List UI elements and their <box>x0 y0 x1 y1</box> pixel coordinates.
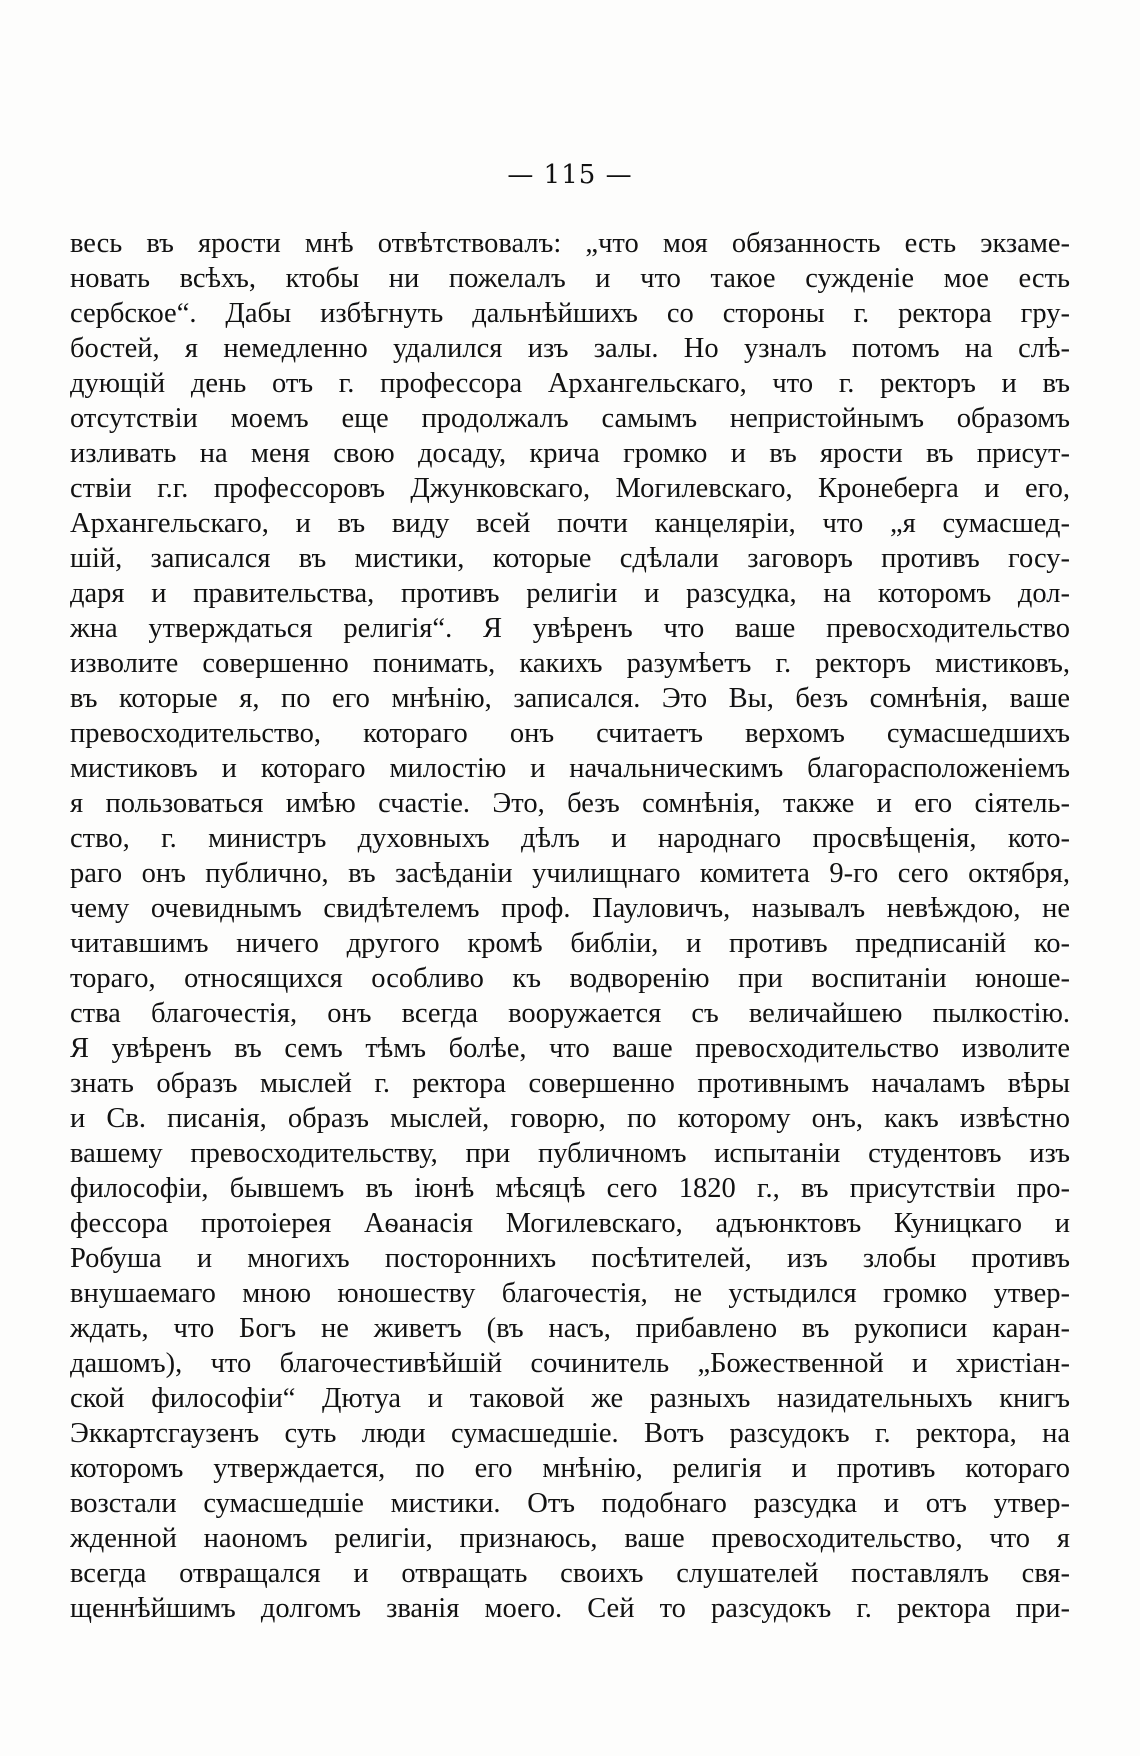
text-line: ства благочестія, онъ всегда вооружается съ величайшею пылкостію. <box>70 998 1070 1029</box>
text-line: фессора протоіерея Аѳанасія Могилевскаго, адъюнктовъ Куницкаго и <box>70 1208 1070 1239</box>
text-line: Робуша и многихъ постороннихъ посѣтителей, изъ злобы противъ <box>70 1243 1070 1274</box>
text-line: изволите совершенно понимать, какихъ разумѣетъ г. ректоръ мистиковъ, <box>70 648 1070 679</box>
text-line: вашему превосходительству, при публичномъ испытаніи студентовъ изъ <box>70 1138 1070 1169</box>
text-line: новать всѣхъ, ктобы ни пожелалъ и что такое сужденіе мое есть <box>70 263 1070 294</box>
text-line: мистиковъ и котораго милостію и начальническимъ благорасположеніемъ <box>70 753 1070 784</box>
text-line: ской философіи“ Дютуа и таковой же разныхъ назидательныхъ книгъ <box>70 1383 1070 1414</box>
text-line: Архангельскаго, и въ виду всей почти канцеляріи, что „я сумасшед- <box>70 508 1070 539</box>
text-line: философіи, бывшемъ въ іюнѣ мѣсяцѣ сего 1820 г., въ присутствіи про- <box>70 1173 1070 1204</box>
text-line: сербское“. Дабы избѣгнуть дальнѣйшихъ со стороны г. ректора гру- <box>70 298 1070 329</box>
text-line: чему очевиднымъ свидѣтелемъ проф. Пауловичъ, называлъ невѣждою, не <box>70 893 1070 924</box>
text-line: весь въ ярости мнѣ отвѣтствовалъ: „что моя обязанность есть экзаме- <box>70 228 1070 259</box>
text-line: въ которые я, по его мнѣнію, записался. Это Вы, безъ сомнѣнія, ваше <box>70 683 1070 714</box>
text-line: тораго, относящихся особливо къ водворенію при воспитаніи юноше- <box>70 963 1070 994</box>
text-line: возстали сумасшедшіе мистики. Отъ подобнаго разсудка и отъ утвер- <box>70 1488 1070 1519</box>
text-line: Эккартсгаузенъ суть люди сумасшедшіе. Вотъ разсудокъ г. ректора, на <box>70 1418 1070 1449</box>
text-line: ствіи г.г. профессоровъ Джунковскаго, Могилевскаго, Кронеберга и его, <box>70 473 1070 504</box>
text-line: внушаемаго мною юношеству благочестія, не устыдился громко утвер- <box>70 1278 1070 1309</box>
text-line: превосходительство, котораго онъ считаетъ верхомъ сумасшедшихъ <box>70 718 1070 749</box>
text-line: щеннѣйшимъ долгомъ званія моего. Сей то разсудокъ г. ректора при- <box>70 1593 1070 1624</box>
text-line: дующій день отъ г. профессора Архангельскаго, что г. ректоръ и въ <box>70 368 1070 399</box>
text-line: читавшимъ ничего другого кромѣ библіи, и противъ предписаній ко- <box>70 928 1070 959</box>
text-line: отсутствіи моемъ еще продолжалъ самымъ непристойнымъ образомъ <box>70 403 1070 434</box>
text-line: ство, г. министръ духовныхъ дѣлъ и народнаго просвѣщенія, кото- <box>70 823 1070 854</box>
text-line: даря и правительства, противъ религіи и разсудка, на которомъ дол- <box>70 578 1070 609</box>
text-line: Я увѣренъ въ семъ тѣмъ болѣе, что ваше превосходительство изволите <box>70 1033 1070 1064</box>
text-line: раго онъ публично, въ засѣданіи училищнаго комитета 9-го сего октября, <box>70 858 1070 889</box>
body-text <box>70 226 1070 1626</box>
text-line: шій, записался въ мистики, которые сдѣлали заговоръ противъ госу- <box>70 543 1070 574</box>
text-line: изливать на меня свою досаду, крича громко и въ ярости въ присут- <box>70 438 1070 469</box>
text-line: которомъ утверждается, по его мнѣнію, религія и противъ котораго <box>70 1453 1070 1484</box>
text-line: я пользоваться имѣю счастіе. Это, безъ сомнѣнія, также и его сіятель- <box>70 788 1070 819</box>
text-line: жна утверждаться религія“. Я увѣренъ что ваше превосходительство <box>70 613 1070 644</box>
text-line: и Св. писанія, образъ мыслей, говорю, по которому онъ, какъ извѣстно <box>70 1103 1070 1134</box>
text-line: дашомъ), что благочестивѣйшій сочинитель „Божественной и христіан- <box>70 1348 1070 1379</box>
text-line: ждать, что Богъ не живетъ (въ насъ, прибавлено въ рукописи каран- <box>70 1313 1070 1344</box>
text-line: всегда отвращался и отвращать своихъ слушателей поставлялъ свя- <box>70 1558 1070 1589</box>
text-line: знать образъ мыслей г. ректора совершенно противнымъ началамъ вѣры <box>70 1068 1070 1099</box>
text-line: бостей, я немедленно удалился изъ залы. Но узналъ потомъ на слѣ- <box>70 333 1070 364</box>
page-number: — 115 — <box>507 160 633 190</box>
text-line: жденной наономъ религіи, признаюсь, ваше превосходительство, что я <box>70 1523 1070 1554</box>
